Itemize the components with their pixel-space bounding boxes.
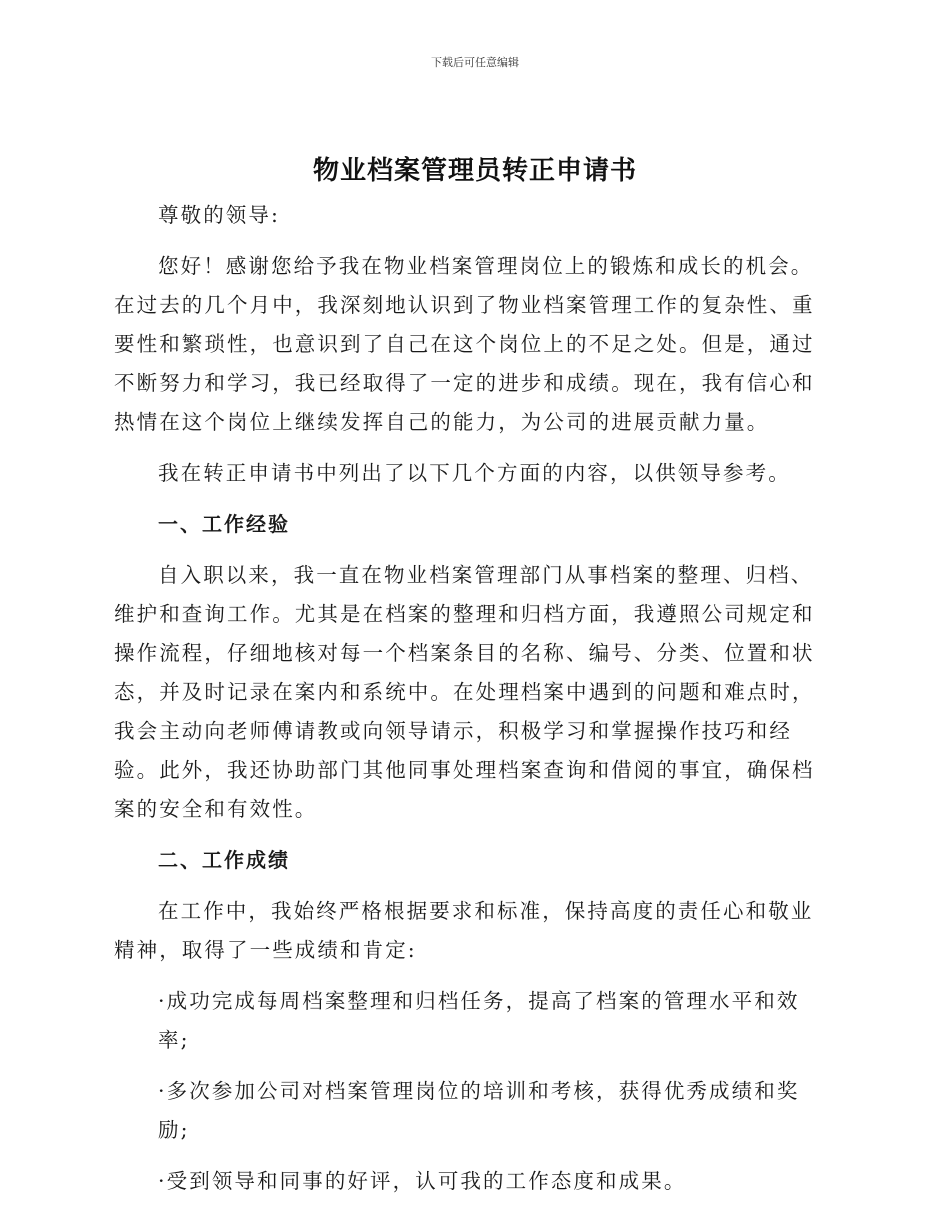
greeting: 尊敬的领导: (158, 203, 281, 227)
overview-paragraph: 我在转正申请书中列出了以下几个方面的内容，以供领导参考。 (158, 461, 791, 485)
page-title: 物业档案管理员转正申请书 (312, 156, 637, 186)
section-heading-achievements: 二、工作成绩 (158, 848, 290, 872)
list-item: ·成功完成每周档案整理和归档任务，提高了档案的管理水平和效率; (158, 989, 800, 1052)
list-item: ·多次参加公司对档案管理岗位的培训和考核，获得优秀成绩和奖励; (158, 1079, 800, 1142)
intro-paragraph: 您好！感谢您给予我在物业档案管理岗位上的锻炼和成长的机会。在过去的几个月中，我深刻地认识到了物业档案管理工作的复杂性、重要性和繁琐性，也意识到了自己在这个岗位上的不足之处。但是，通过不断努力和学习，我已经取得了一定的进步和成绩。现在，我有信心和热情在这个岗位上继续发挥自己的能力，为公司的进展贡献力量。 (114, 254, 815, 434)
list-item: ·受到领导和同事的好评，认可我的工作态度和成果。 (158, 1169, 687, 1193)
experience-paragraph: 自入职以来，我一直在物业档案管理部门从事档案的整理、归档、维护和查询工作。尤其是在档案的整理和归档方面，我遵照公司规定和操作流程，仔细地核对每一个档案条目的名称、编号、分类、位置和状态，并及时记录在案内和系统中。在处理档案中遇到的问题和难点时，我会主动向老师傅请教或向领导请示，积极学习和掌握操作技巧和经验。此外，我还协助部门其他同事处理档案查询和借阅的事宜，确保档案的安全和有效性。 (114, 563, 815, 821)
document-body (114, 196, 830, 1201)
header-note: 下载后可任意编辑 (431, 56, 519, 69)
achievements-paragraph: 在工作中，我始终严格根据要求和标准，保持高度的责任心和敬业精神，取得了一些成绩和肯定: (114, 899, 814, 962)
section-heading-experience: 一、工作经验 (158, 512, 290, 536)
